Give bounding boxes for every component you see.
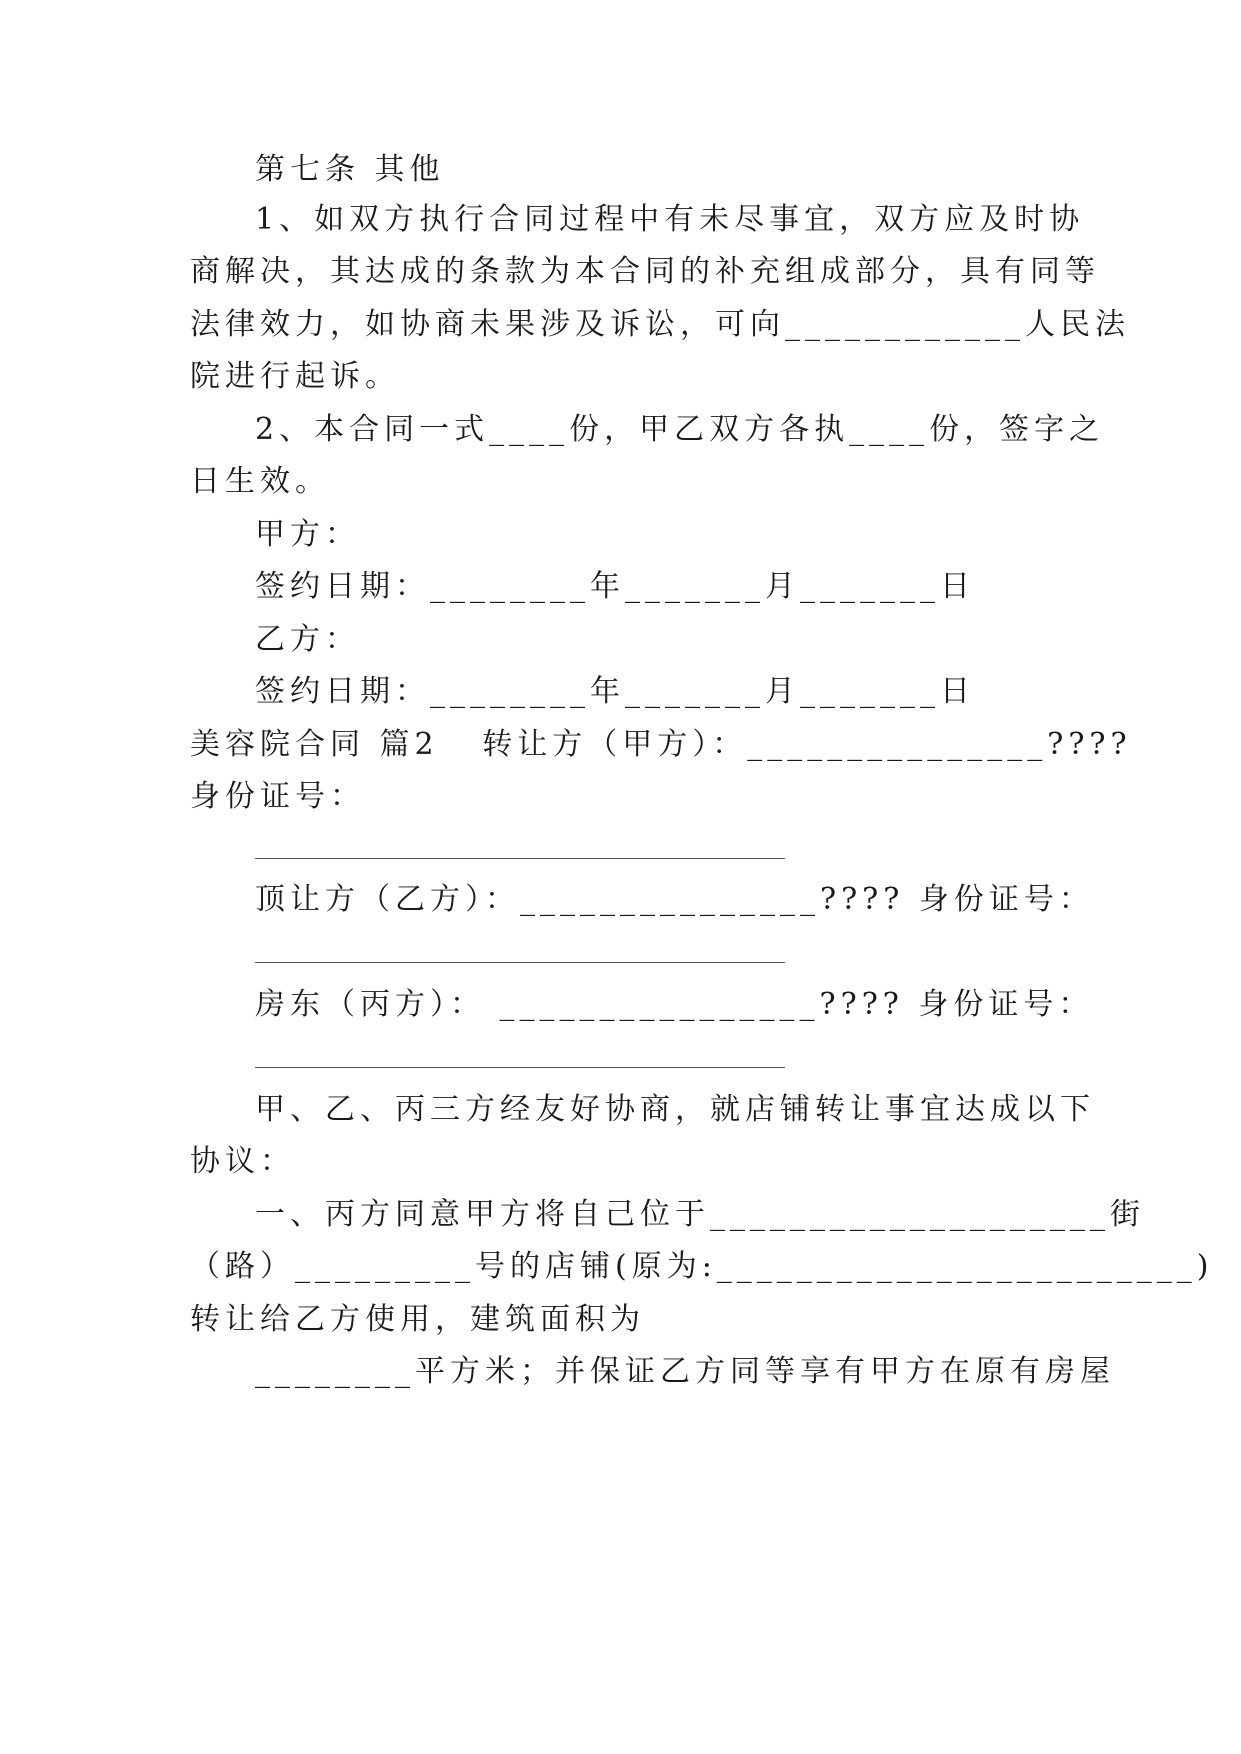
blank-rule — [255, 962, 785, 963]
blank-rule — [255, 858, 785, 859]
paragraph-line: 转让给乙方使用，建筑面积为 — [190, 1302, 645, 1337]
paragraph-line: ________平方米；并保证乙方同等享有甲方在原有房屋 — [255, 1354, 1115, 1389]
paragraph-line: 法律效力，如协商未果涉及诉讼，可向____________人民法 — [190, 307, 1130, 342]
party-b-label: 乙方： — [255, 622, 360, 657]
paragraph-line: （路）_________号的店铺(原为:________________________) — [190, 1249, 1214, 1284]
section-heading: 第七条 其他 — [255, 152, 445, 187]
paragraph-line: 日生效。 — [190, 464, 330, 499]
paragraph-line: 一、丙方同意甲方将自己位于____________________街 — [255, 1197, 1145, 1232]
blank-rule — [255, 1067, 785, 1068]
party-a-label: 甲方： — [255, 517, 360, 552]
paragraph-line: 2、本合同一式____份，甲乙双方各执____份，签字之 — [255, 412, 1105, 447]
party-line: 房东（丙方）： ________________???? 身份证号： — [255, 987, 1094, 1022]
paragraph-line: 商解决，其达成的条款为本合同的补充组成部分，具有同等 — [190, 254, 1100, 289]
id-number-label: 身份证号： — [190, 779, 365, 814]
paragraph-line: 1、如双方执行合同过程中有未尽事宜，双方应及时协 — [255, 202, 1085, 237]
paragraph-line: 甲、乙、丙三方经友好协商，就店铺转让事宜达成以下 — [255, 1092, 1095, 1127]
party-line: 顶让方（乙方）：_______________???? 身份证号： — [255, 882, 1094, 917]
contract-title-line: 美容院合同 篇2 转让方（甲方）：_______________???? — [190, 727, 1132, 762]
sign-date-line: 签约日期：________年_______月_______日 — [255, 674, 975, 709]
paragraph-line: 院进行起诉。 — [190, 359, 400, 394]
sign-date-line: 签约日期：________年_______月_______日 — [255, 569, 975, 604]
paragraph-line: 协议： — [190, 1144, 295, 1179]
